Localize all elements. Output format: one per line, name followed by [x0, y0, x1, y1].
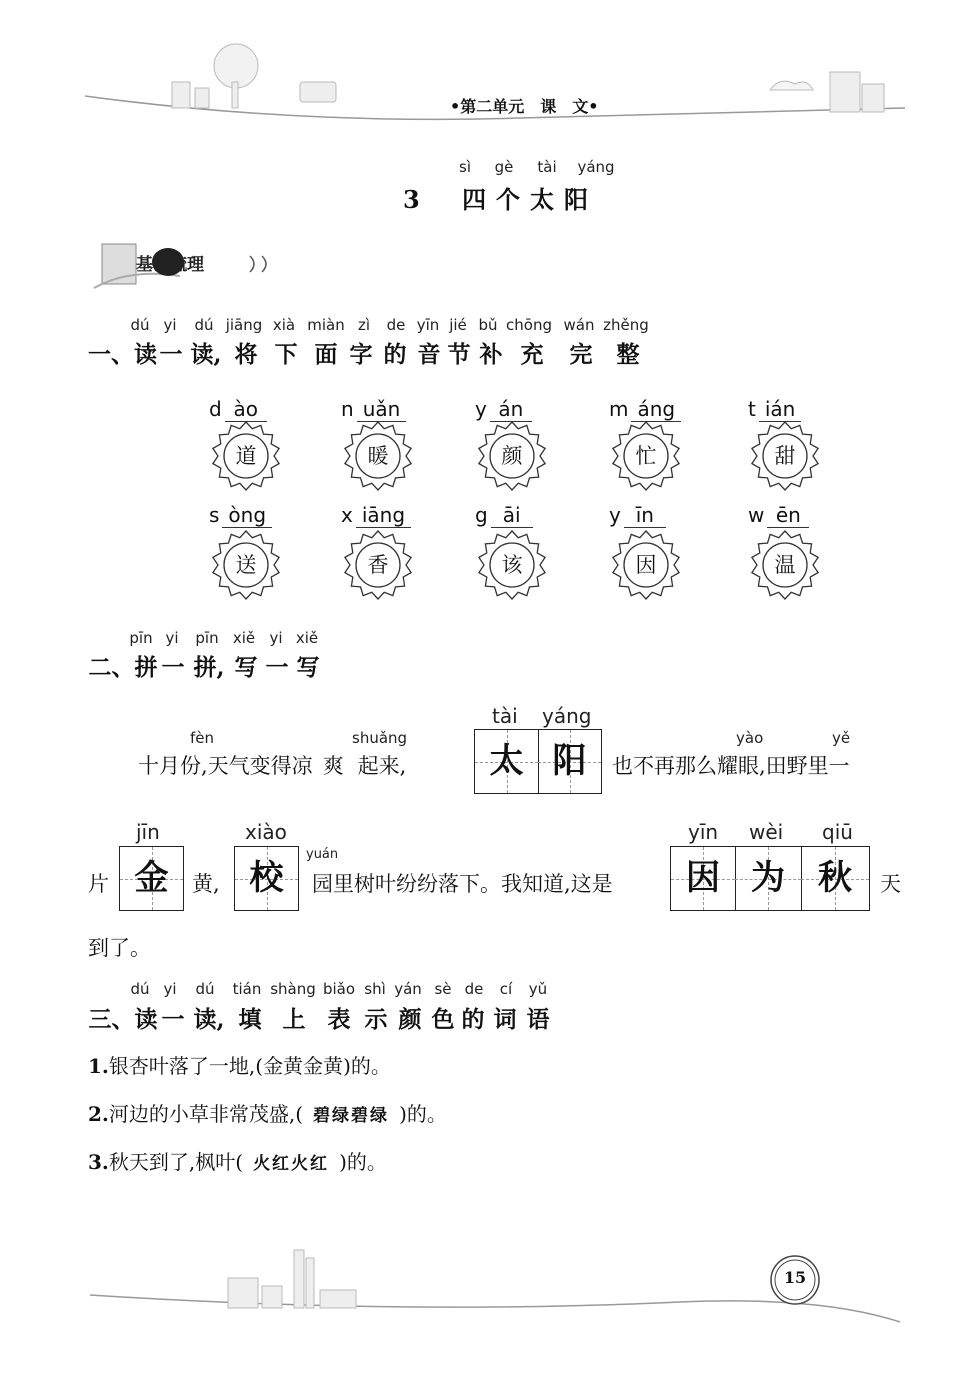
character: 甜 — [774, 444, 796, 468]
answer-text[interactable]: 碧绿碧绿 — [313, 1106, 390, 1126]
answer-char: 校 — [249, 858, 284, 898]
text: )的。 — [399, 1102, 447, 1126]
sun-character — [750, 421, 820, 491]
pinyin: biǎo — [322, 980, 356, 998]
box-pinyin-yang: yáng — [542, 704, 592, 728]
pinyin: yi — [163, 316, 177, 334]
box3-pinyin-wei: wèi — [749, 820, 784, 844]
syllable-answer — [748, 397, 801, 422]
pinyin: yīn — [416, 316, 440, 334]
answer-char: 金 — [134, 858, 169, 898]
title-char: 的 — [461, 1006, 485, 1033]
title-char: 下 — [274, 341, 298, 368]
final-answer[interactable]: áng — [631, 397, 681, 422]
pinyin: yi — [165, 629, 179, 647]
pinyin: zhěng — [603, 316, 649, 334]
lesson-title — [403, 180, 598, 215]
sun-character — [611, 530, 681, 600]
syllable-answer — [609, 503, 666, 528]
question-number: 1. — [88, 1054, 109, 1078]
final-answer[interactable]: ián — [759, 397, 802, 422]
text: 起来, — [357, 754, 407, 778]
character: 香 — [367, 553, 389, 577]
pinyin-fen: fèn — [190, 729, 215, 747]
line1-text-a — [138, 750, 406, 780]
title-char: 一 — [265, 654, 289, 681]
pinyin: bǔ — [478, 316, 498, 334]
pinyin: tài — [537, 158, 557, 176]
character: 颜 — [501, 444, 523, 468]
final-answer[interactable]: òng — [222, 503, 272, 528]
header-decoration — [0, 0, 979, 140]
pinyin-yao: yào — [736, 729, 764, 747]
pinyin: sè — [434, 980, 452, 998]
question-number: 3. — [88, 1150, 109, 1174]
line3-text: 到了。 — [88, 936, 151, 960]
title-char: 充 — [520, 341, 544, 368]
question-number: 2. — [88, 1102, 109, 1126]
character: 忙 — [635, 444, 657, 468]
title-char: 写 — [234, 654, 258, 681]
question-1 — [88, 1050, 391, 1079]
section1-pinyin — [125, 316, 649, 334]
line2-tian: 天 — [880, 872, 901, 896]
initial: y — [609, 503, 621, 527]
character: 暖 — [367, 444, 389, 468]
final-answer[interactable]: ēn — [767, 503, 809, 528]
pinyin: dú — [130, 316, 150, 334]
answer-char: 为 — [751, 858, 785, 898]
pinyin: miàn — [307, 316, 345, 334]
section1-title — [88, 336, 650, 369]
pinyin: jié — [449, 316, 467, 334]
pinyin: cí — [499, 980, 513, 998]
title-char: 节 — [447, 341, 471, 368]
pinyin: gè — [494, 158, 514, 176]
answer-text[interactable]: 火红火红 — [253, 1154, 330, 1174]
box1-pinyin: jīn — [136, 820, 160, 844]
text: 耀 — [717, 754, 738, 778]
title-char: 字 — [349, 341, 373, 368]
initial: w — [748, 503, 765, 527]
character: 道 — [235, 444, 257, 468]
write-box-xiao[interactable] — [234, 846, 299, 911]
syllable-answer — [475, 503, 533, 528]
title-char: 将 — [234, 341, 258, 368]
initial: x — [341, 503, 353, 527]
answer-text[interactable]: 金黄金黄 — [263, 1054, 344, 1078]
question-3 — [88, 1146, 387, 1175]
final-answer[interactable]: uǎn — [357, 397, 407, 422]
title-char: 色 — [431, 1006, 455, 1033]
pinyin: chōng — [506, 316, 552, 334]
lesson-number: 3 — [403, 185, 430, 214]
pinyin: yǔ — [528, 980, 548, 998]
line2-text-c: 园里树叶纷纷落下。我知道,这是 — [312, 872, 613, 896]
pinyin: yi — [269, 629, 283, 647]
syllable-answer — [341, 397, 406, 422]
pinyin: yáng — [577, 158, 615, 176]
title-char: 词 — [493, 1006, 517, 1033]
title-char: 颜 — [398, 1006, 422, 1033]
question-2 — [88, 1098, 447, 1127]
write-box-taiyang[interactable] — [474, 729, 602, 794]
pinyin: xiě — [295, 629, 319, 647]
pinyin: xiě — [232, 629, 256, 647]
pinyin: yán — [394, 980, 422, 998]
section3-pinyin — [125, 980, 553, 998]
initial: n — [341, 397, 354, 421]
title-char: 读, — [190, 341, 222, 368]
pinyin: sì — [459, 158, 471, 176]
syllable-answer — [748, 503, 809, 528]
title-char: 写 — [296, 654, 320, 681]
pinyin: zì — [357, 316, 371, 334]
character: 该 — [501, 553, 523, 577]
pinyin-yuan: yuán — [306, 847, 339, 862]
section3-title — [88, 1001, 554, 1034]
text: 爽 — [322, 754, 344, 778]
syllable-answer — [475, 397, 532, 422]
initial: t — [748, 397, 756, 421]
badge-text: 基础梳理 — [136, 255, 204, 275]
box2-pinyin: xiào — [245, 820, 287, 844]
syllable-answer — [609, 397, 681, 422]
pinyin: jiāng — [225, 316, 263, 334]
text: 十月份,天气变得凉 — [138, 754, 313, 778]
pinyin: xià — [272, 316, 296, 334]
pinyin: dú — [195, 980, 215, 998]
pinyin: dú — [130, 980, 150, 998]
title-char: 一 — [161, 654, 185, 681]
character: 因 — [635, 553, 657, 577]
line2-pian: 片 — [88, 872, 109, 896]
box3-pinyin-qiu: qiū — [822, 820, 853, 844]
text: 也不再那么 — [612, 754, 717, 778]
text: )的。 — [339, 1150, 387, 1174]
title-char: 拼, — [193, 654, 225, 681]
initial: m — [609, 397, 629, 421]
syllable-answer — [209, 503, 272, 528]
title-char: 完 — [569, 341, 593, 368]
character: 温 — [774, 553, 796, 577]
initial: g — [475, 503, 488, 527]
title-char: 三、读 — [88, 1006, 158, 1033]
final-answer[interactable]: án — [490, 397, 532, 422]
sun-character — [477, 530, 547, 600]
sun-character — [211, 421, 281, 491]
title-char: 一、读 — [88, 341, 157, 368]
title-char: 填 — [238, 1006, 262, 1033]
pinyin: de — [386, 316, 406, 334]
sun-character — [343, 530, 413, 600]
initial: d — [209, 397, 222, 421]
title-char: 语 — [526, 1006, 550, 1033]
syllable-answer — [209, 397, 267, 422]
answer-char: 太 — [489, 741, 524, 781]
page-number: 15 — [783, 1268, 807, 1287]
final-answer[interactable]: ào — [225, 397, 267, 422]
title-char: 面 — [314, 341, 338, 368]
pinyin: pīn — [195, 629, 219, 647]
line2-huang: 黄, — [192, 872, 220, 896]
write-box-yinweiqiu[interactable] — [670, 846, 870, 911]
title-char: 读, — [193, 1006, 225, 1033]
pinyin-ye: yě — [832, 729, 851, 747]
title-char: 补 — [479, 341, 503, 368]
title-char: 一 — [161, 1006, 185, 1033]
text: 河边的小草非常茂盛,( — [108, 1102, 304, 1126]
title-char: 的 — [383, 341, 407, 368]
sun-character — [611, 421, 681, 491]
pinyin-shuang: shuǎng — [352, 729, 408, 747]
sun-character — [750, 530, 820, 600]
sun-character — [211, 530, 281, 600]
syllable-answer — [341, 503, 411, 528]
pinyin: wán — [563, 316, 595, 334]
text: )的。 — [343, 1054, 391, 1078]
answer-char: 秋 — [818, 858, 852, 898]
box-pinyin-tai: tài — [492, 704, 518, 728]
title-char: 二、拼 — [88, 654, 158, 681]
section2-pinyin — [125, 629, 323, 647]
section2-title — [88, 649, 324, 682]
answer-char: 因 — [686, 858, 720, 898]
title-char: 一 — [159, 341, 183, 368]
pinyin: pīn — [129, 629, 153, 647]
final-answer[interactable]: īn — [624, 503, 666, 528]
character: 送 — [235, 553, 257, 577]
sun-character — [343, 421, 413, 491]
lesson-title-text: 四个太阳 — [462, 185, 599, 214]
pinyin: shàng — [270, 980, 316, 998]
text: 眼,田野里一 — [738, 754, 850, 778]
initial: y — [475, 397, 487, 421]
title-char: 整 — [616, 341, 640, 368]
footer-decoration — [0, 1230, 979, 1350]
pinyin: de — [464, 980, 484, 998]
line1-text-c — [612, 750, 850, 780]
write-box-jin[interactable] — [119, 846, 184, 911]
pinyin: tián — [232, 980, 262, 998]
header-title: •第二单元 课 文• — [450, 97, 599, 116]
answer-char: 阳 — [552, 741, 587, 781]
final-answer[interactable]: āi — [491, 503, 533, 528]
initial: s — [209, 503, 220, 527]
final-answer[interactable]: iāng — [356, 503, 411, 528]
box3-pinyin-yin: yīn — [688, 820, 719, 844]
lesson-title-pinyin — [445, 158, 621, 176]
text: 秋天到了,枫叶( — [108, 1150, 244, 1174]
text: 银杏叶落了一地,( — [108, 1054, 264, 1078]
sun-character — [477, 421, 547, 491]
title-char: 上 — [282, 1006, 306, 1033]
pinyin: shì — [364, 980, 386, 998]
title-char: 表 — [327, 1006, 351, 1033]
title-char: 示 — [364, 1006, 388, 1033]
title-char: 音 — [417, 341, 441, 368]
pinyin: dú — [194, 316, 214, 334]
pinyin: yi — [163, 980, 177, 998]
